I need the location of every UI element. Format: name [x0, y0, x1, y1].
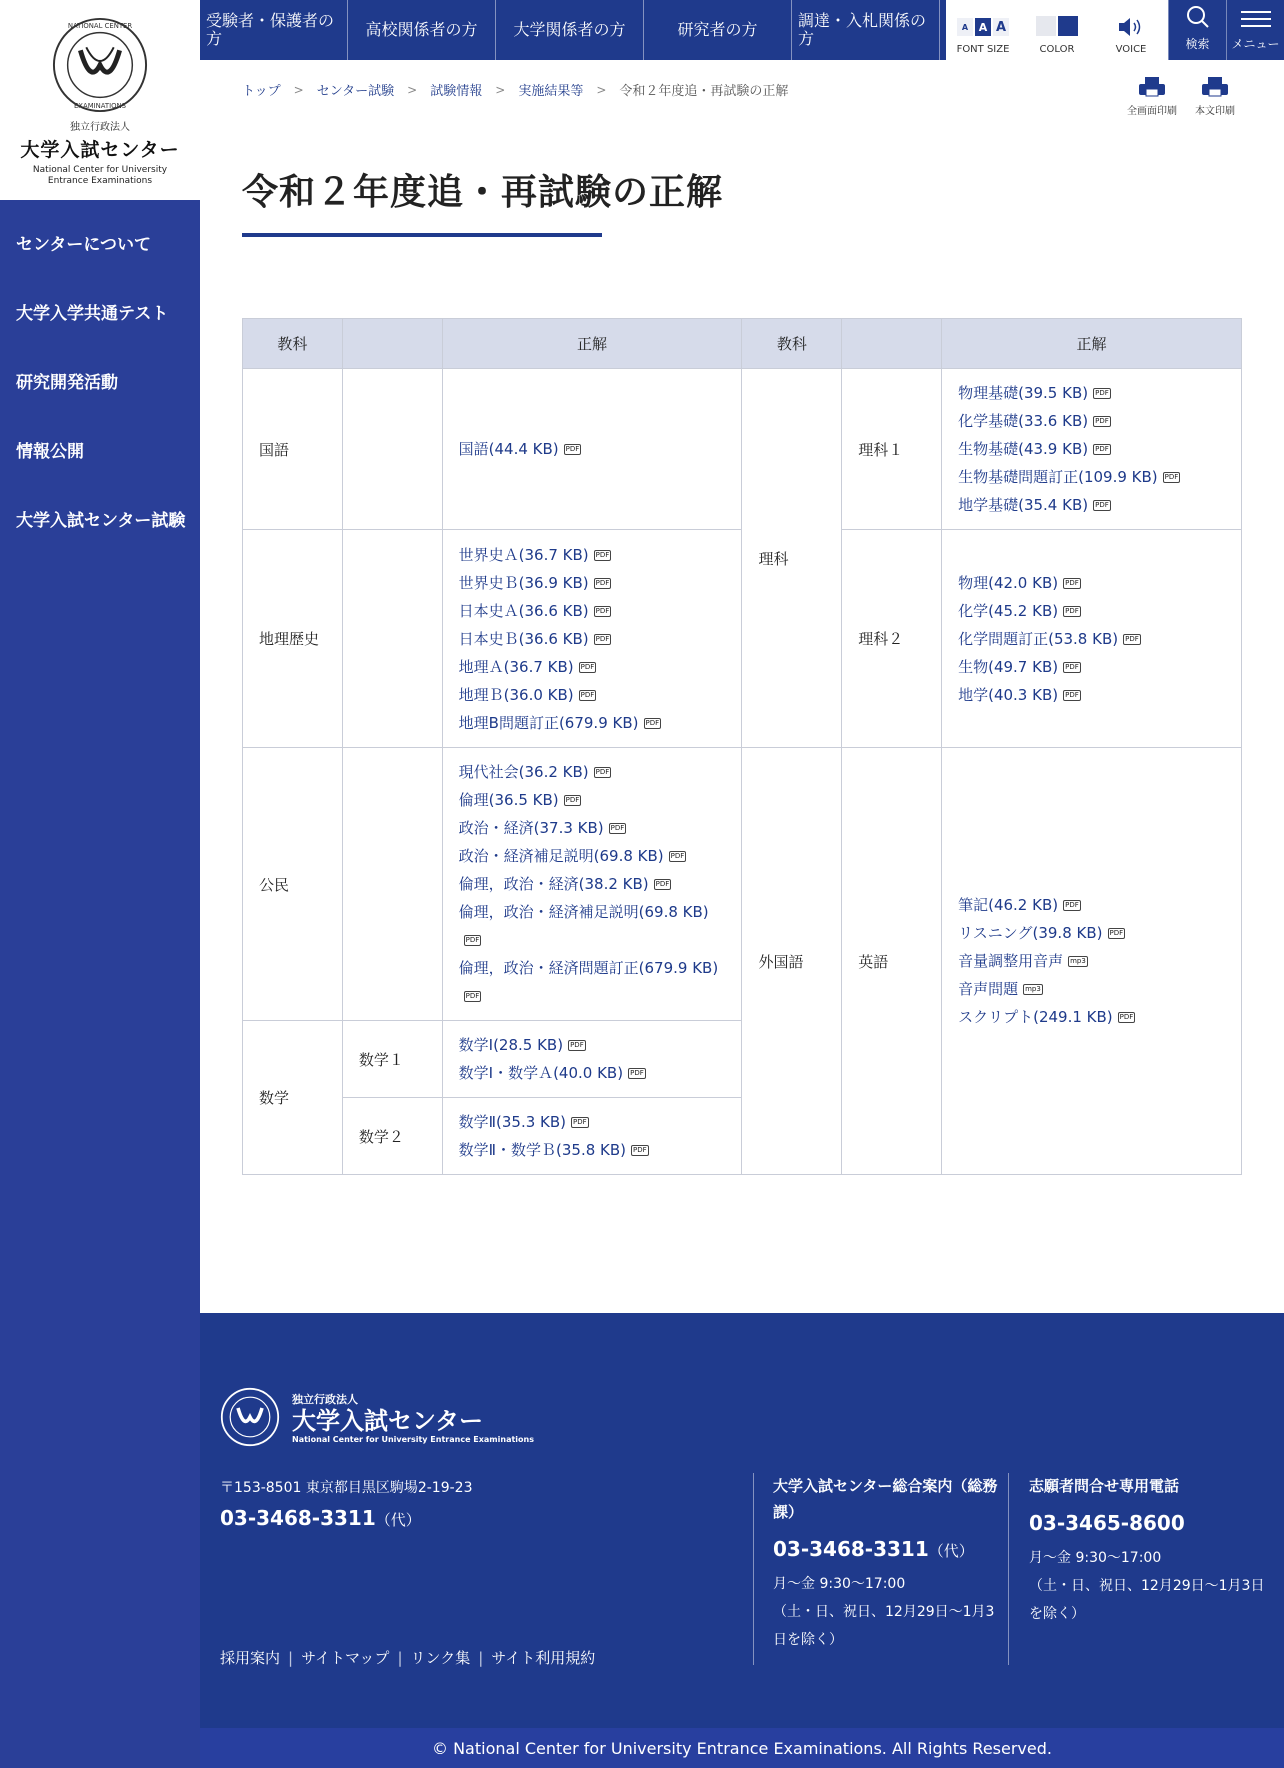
answer-link-row — [459, 653, 726, 681]
answer-link-row — [958, 569, 1225, 597]
mp3-icon: mp3 — [1070, 957, 1086, 965]
svg-text:NATIONAL CENTER: NATIONAL CENTER — [67, 21, 133, 30]
answer-link-row — [958, 407, 1225, 435]
footer-link-sitemap[interactable]: サイトマップ — [301, 1649, 390, 1667]
subject-cell: 公民 — [243, 748, 343, 1021]
answer-links — [442, 748, 742, 1021]
printer-icon — [1201, 76, 1229, 98]
footer-address: 〒153-8501 東京都目黒区駒場2-19-23 — [220, 1480, 473, 1496]
pdf-icon: PDF — [580, 662, 595, 671]
pdf-icon: PDF — [1065, 606, 1079, 615]
side-nav — [0, 200, 200, 577]
search-icon — [1186, 5, 1210, 29]
pdf-icon: PDF — [465, 992, 480, 1000]
answer-links — [442, 369, 742, 530]
answer-link-row — [958, 653, 1225, 681]
divider: | — [478, 1648, 484, 1667]
page-title: 令和２年度追・再試験の正解 — [242, 172, 724, 213]
answer-link[interactable]: 地理B問題訂正(679.9 KB) — [458, 713, 639, 732]
divider: | — [288, 1648, 294, 1667]
answer-link-row — [459, 898, 726, 954]
footer-contact-general — [773, 1473, 1003, 1654]
answer-link-row — [459, 569, 726, 597]
subject-cell: 地理歴史 — [243, 530, 343, 748]
answer-link[interactable]: 生物基礎問題訂正(109.9 KB) — [958, 468, 1158, 486]
pdf-icon: PDF — [573, 1118, 587, 1126]
answer-link[interactable]: 倫理(36.5 KB) — [458, 791, 559, 809]
menu-button[interactable] — [1226, 0, 1284, 60]
answer-link[interactable]: 数学Ⅰ(28.5 KB) — [458, 1036, 564, 1054]
answer-link[interactable]: 化学基礎(33.6 KB) — [958, 412, 1089, 430]
subsubject-cell: 数学１ — [342, 1021, 442, 1098]
print-body-label: 本文印刷 — [1195, 106, 1235, 117]
font-size-medium[interactable]: A — [975, 18, 991, 36]
answer-link-row — [459, 1031, 726, 1059]
top-nav-bar — [200, 0, 1284, 60]
chevron-right-icon: > — [596, 82, 607, 97]
answer-link-row — [459, 681, 726, 709]
pdf-icon: PDF — [565, 445, 580, 453]
subject-cell: 理科 — [742, 369, 842, 748]
footer-logo-small: 独立行政法人 — [292, 1392, 358, 1406]
side-nav-item-center-exam[interactable]: 大学入試センター試験 — [16, 511, 186, 531]
answer-link[interactable]: 地学(40.3 KB) — [958, 685, 1059, 704]
answer-links — [442, 1098, 742, 1175]
pdf-icon: PDF — [1164, 473, 1179, 481]
answer-links — [942, 530, 1242, 748]
pdf-icon: PDF — [595, 550, 610, 559]
footer-applicant-title: 志願者問合せ専用電話 — [1029, 1477, 1180, 1495]
answer-link-row — [958, 435, 1225, 463]
answer-link[interactable]: リスニング(39.8 KB) — [958, 924, 1103, 942]
answer-link-row — [459, 597, 726, 625]
answer-links — [942, 748, 1242, 1175]
answer-link[interactable]: 国語(44.4 KB) — [458, 440, 559, 458]
answer-link-row — [958, 1003, 1225, 1031]
answer-link[interactable]: 倫理，政治・経済(38.2 KB) — [458, 875, 649, 893]
answers-table — [242, 318, 1242, 1175]
answer-link-row — [459, 842, 726, 870]
pdf-icon: PDF — [1119, 1013, 1134, 1021]
breadcrumb-center-exam[interactable]: センター試験 — [316, 84, 395, 99]
pdf-icon: PDF — [570, 1041, 584, 1049]
answer-link[interactable]: 物理(42.0 KB) — [958, 573, 1059, 592]
pdf-icon: PDF — [595, 768, 610, 776]
footer-logo-english: National Center for University Entrance Examinations — [292, 1434, 534, 1444]
hamburger-icon — [1241, 9, 1271, 29]
blank-cell — [342, 369, 442, 530]
answer-link[interactable]: 現代社会(36.2 KB) — [458, 763, 589, 781]
answer-link[interactable]: 日本史Ａ(36.6 KB) — [458, 601, 589, 620]
footer-applicant-hours: 月～金 9:30～17:00 — [1029, 1550, 1162, 1566]
pdf-icon: PDF — [595, 634, 610, 643]
footer-contact-phone-note: （代） — [928, 1542, 974, 1560]
answer-links — [942, 369, 1242, 530]
answer-link-row — [459, 786, 726, 814]
chevron-right-icon: > — [293, 82, 304, 97]
answer-link[interactable]: 政治・経済(37.3 KB) — [458, 819, 604, 837]
top-nav-highschool[interactable]: 高校関係者の方 — [348, 0, 496, 60]
mp3-icon: mp3 — [1025, 985, 1041, 993]
footer-phone: 03-3468-3311 — [220, 1506, 376, 1530]
breadcrumb-exam-info[interactable]: 試験情報 — [430, 84, 483, 99]
header-blank — [342, 319, 442, 369]
pdf-icon: PDF — [1095, 417, 1109, 425]
pdf-icon: PDF — [670, 852, 685, 860]
answer-link-row — [958, 597, 1225, 625]
answer-link[interactable]: 倫理，政治・経済補足説明(69.8 KB) — [458, 903, 709, 921]
font-size-label: FONT SIZE — [956, 44, 1010, 55]
answer-links — [442, 530, 742, 748]
answer-link[interactable]: 音量調整用音声 — [958, 952, 1064, 970]
side-nav-item-about[interactable]: センターについて — [16, 235, 151, 255]
table-header-row — [243, 319, 1242, 369]
pdf-icon: PDF — [1095, 445, 1109, 453]
footer-applicant-note: （土・日、祝日、12月29日～1月3日を除く） — [1029, 1578, 1265, 1622]
footer-divider — [753, 1473, 754, 1665]
subsubject-cell: 理科１ — [842, 369, 942, 530]
answer-link[interactable]: 数学Ⅱ・数学Ｂ(35.8 KB) — [458, 1141, 627, 1159]
footer-phone-note: （代） — [375, 1511, 421, 1529]
pdf-icon: PDF — [1125, 634, 1139, 643]
color-tool[interactable] — [1020, 0, 1094, 60]
answer-link[interactable]: 数学Ⅱ(35.3 KB) — [458, 1113, 567, 1131]
side-nav-item-research[interactable]: 研究開発活動 — [16, 373, 118, 393]
answer-link[interactable]: 地学基礎(35.4 KB) — [958, 496, 1089, 514]
answer-link[interactable]: 政治・経済補足説明(69.8 KB) — [458, 847, 664, 865]
footer-contact-title: 大学入試センター総合案内（総務課） — [773, 1477, 998, 1521]
footer-contact-note: （土・日、祝日、12月29日～1月3日を除く） — [773, 1604, 995, 1648]
emblem-icon — [51, 16, 149, 114]
print-body-button[interactable] — [1195, 76, 1235, 117]
answer-link[interactable]: 生物(49.7 KB) — [958, 657, 1059, 676]
color-label: COLOR — [1039, 44, 1075, 55]
subsubject-cell: 理科２ — [842, 530, 942, 748]
answer-link-row — [958, 625, 1225, 653]
accessibility-tools — [946, 0, 1168, 60]
pdf-icon: PDF — [595, 578, 610, 587]
search-label: 検索 — [1185, 37, 1210, 51]
speaker-icon — [1117, 16, 1145, 38]
header-answer: 正解 — [442, 319, 742, 369]
subsubject-cell: 数学２ — [342, 1098, 442, 1175]
header-answer: 正解 — [942, 319, 1242, 369]
answer-link[interactable]: スクリプト(249.1 KB) — [958, 1008, 1113, 1026]
footer-applicant-phone: 03-3465-8600 — [1029, 1511, 1185, 1535]
side-nav-item-common-test[interactable]: 大学入学共通テスト — [16, 304, 169, 324]
header-subject: 教科 — [742, 319, 842, 369]
subsubject-cell: 英語 — [842, 748, 942, 1175]
blank-cell — [342, 748, 442, 1021]
printer-icon — [1138, 76, 1166, 98]
subject-cell: 国語 — [243, 369, 343, 530]
answer-link[interactable]: 筆記(46.2 KB) — [958, 896, 1059, 914]
answer-link-row — [459, 709, 726, 737]
answer-link[interactable]: 化学問題訂正(53.8 KB) — [958, 629, 1119, 648]
print-full-label: 全画面印刷 — [1127, 106, 1177, 117]
answer-link-row — [958, 947, 1225, 975]
pdf-icon: PDF — [630, 1069, 644, 1077]
footer-divider — [1008, 1473, 1009, 1665]
search-button[interactable] — [1168, 0, 1226, 60]
answer-link[interactable]: 世界史Ｂ(36.9 KB) — [458, 573, 589, 592]
footer-contact-phone: 03-3468-3311 — [773, 1537, 929, 1561]
answer-link-row — [958, 919, 1225, 947]
answer-link[interactable]: 日本史Ｂ(36.6 KB) — [458, 629, 589, 648]
side-nav-item-disclosure[interactable]: 情報公開 — [16, 442, 84, 462]
emblem-icon — [220, 1387, 280, 1447]
pdf-icon: PDF — [645, 718, 660, 727]
pdf-icon: PDF — [1065, 690, 1079, 699]
answer-link-row — [459, 541, 726, 569]
pdf-icon: PDF — [1095, 501, 1109, 509]
top-nav-examinees[interactable]: 受験者・保護者の方 — [200, 0, 348, 60]
answer-link[interactable]: 音声問題 — [958, 980, 1019, 998]
footer-contact-hours: 月～金 9:30～17:00 — [773, 1576, 906, 1592]
answer-link[interactable]: 世界史Ａ(36.7 KB) — [458, 545, 589, 564]
footer — [200, 1313, 1284, 1728]
pdf-icon: PDF — [595, 606, 610, 615]
footer-contact-applicants — [1029, 1473, 1269, 1628]
color-light-swatch[interactable] — [1036, 16, 1056, 36]
pdf-icon: PDF — [1109, 929, 1124, 937]
font-size-tool[interactable] — [946, 0, 1020, 60]
site-logo[interactable] — [0, 0, 200, 200]
pdf-icon: PDF — [1065, 662, 1079, 671]
footer-link-links[interactable]: リンク集 — [410, 1649, 471, 1667]
pdf-icon: PDF — [1095, 389, 1109, 397]
answer-link-row — [958, 379, 1225, 407]
footer-links — [220, 1647, 595, 1668]
footer-logo-name: 大学入試センター — [292, 1406, 484, 1435]
font-size-small[interactable]: A — [957, 18, 973, 36]
answer-link[interactable]: 物理基礎(39.5 KB) — [958, 384, 1089, 402]
answer-link[interactable]: 数学Ⅰ・数学Ａ(40.0 KB) — [458, 1064, 624, 1082]
pdf-icon: PDF — [1065, 578, 1079, 587]
color-dark-swatch[interactable] — [1058, 16, 1078, 36]
answer-link-row — [459, 1059, 726, 1087]
pdf-icon: PDF — [610, 824, 625, 832]
logo-label-small: 独立行政法人 — [70, 122, 130, 133]
answer-link-row — [459, 814, 726, 842]
breadcrumb-top[interactable]: トップ — [242, 84, 281, 99]
answer-link-row — [459, 1108, 726, 1136]
header-subject: 教科 — [243, 319, 343, 369]
table-row — [243, 369, 1242, 530]
answer-link-row — [459, 870, 726, 898]
footer-logo[interactable] — [220, 1387, 534, 1447]
copyright: © National Center for University Entrance Examinations. All Rights Reserved. — [200, 1728, 1284, 1768]
chevron-right-icon: > — [495, 82, 506, 97]
header-blank — [842, 319, 942, 369]
answer-link[interactable]: 地理Ｂ(36.0 KB) — [458, 685, 574, 704]
answer-link[interactable]: 倫理，政治・経済問題訂正(679.9 KB) — [458, 959, 719, 977]
pdf-icon: PDF — [465, 936, 480, 944]
breadcrumb-current: 令和２年度追・再試験の正解 — [619, 84, 789, 99]
answer-link-row — [459, 435, 726, 463]
answer-link-row — [958, 463, 1225, 491]
answer-link-row — [459, 1136, 726, 1164]
sidebar — [0, 0, 200, 1768]
answer-link-row — [958, 491, 1225, 519]
answer-link-row — [459, 954, 726, 1010]
breadcrumb-results[interactable]: 実施結果等 — [518, 84, 584, 99]
print-full-button[interactable] — [1127, 76, 1177, 117]
svg-text:EXAMINATIONS: EXAMINATIONS — [73, 102, 127, 111]
table-row — [243, 748, 1242, 1021]
menu-label: メニュー — [1231, 37, 1280, 51]
answer-link[interactable]: 生物基礎(43.9 KB) — [958, 440, 1089, 458]
subject-cell: 外国語 — [742, 748, 842, 1175]
answer-link[interactable]: 地理Ａ(36.7 KB) — [458, 657, 574, 676]
logo-name: 大学入試センター — [20, 139, 180, 161]
breadcrumb — [242, 80, 788, 99]
divider: | — [397, 1648, 403, 1667]
top-nav-researchers[interactable]: 研究者の方 — [644, 0, 792, 60]
voice-tool[interactable] — [1094, 0, 1168, 60]
footer-link-recruit[interactable]: 採用案内 — [220, 1649, 281, 1667]
chevron-right-icon: > — [407, 82, 418, 97]
footer-phone-block — [220, 1506, 421, 1530]
pdf-icon: PDF — [565, 796, 580, 804]
pdf-icon: PDF — [633, 1146, 647, 1154]
pdf-icon: PDF — [1065, 901, 1079, 909]
top-nav-procurement[interactable]: 調達・入札関係の方 — [792, 0, 940, 60]
logo-english: National Center for University Entrance Examinations — [32, 165, 168, 186]
font-size-large[interactable]: A — [993, 18, 1009, 36]
voice-label: VOICE — [1115, 44, 1147, 55]
answer-link-row — [459, 758, 726, 786]
title-underline — [242, 233, 602, 237]
pdf-icon: PDF — [655, 880, 670, 888]
blank-cell — [342, 530, 442, 748]
pdf-icon: PDF — [580, 690, 595, 699]
answer-link[interactable]: 化学(45.2 KB) — [958, 601, 1059, 620]
answer-link-row — [459, 625, 726, 653]
top-nav-university[interactable]: 大学関係者の方 — [496, 0, 644, 60]
answer-link-row — [958, 681, 1225, 709]
answer-links — [442, 1021, 742, 1098]
footer-link-terms[interactable]: サイト利用規約 — [491, 1649, 596, 1667]
answer-link-row — [958, 975, 1225, 1003]
answer-link-row — [958, 891, 1225, 919]
subject-cell: 数学 — [243, 1021, 343, 1175]
